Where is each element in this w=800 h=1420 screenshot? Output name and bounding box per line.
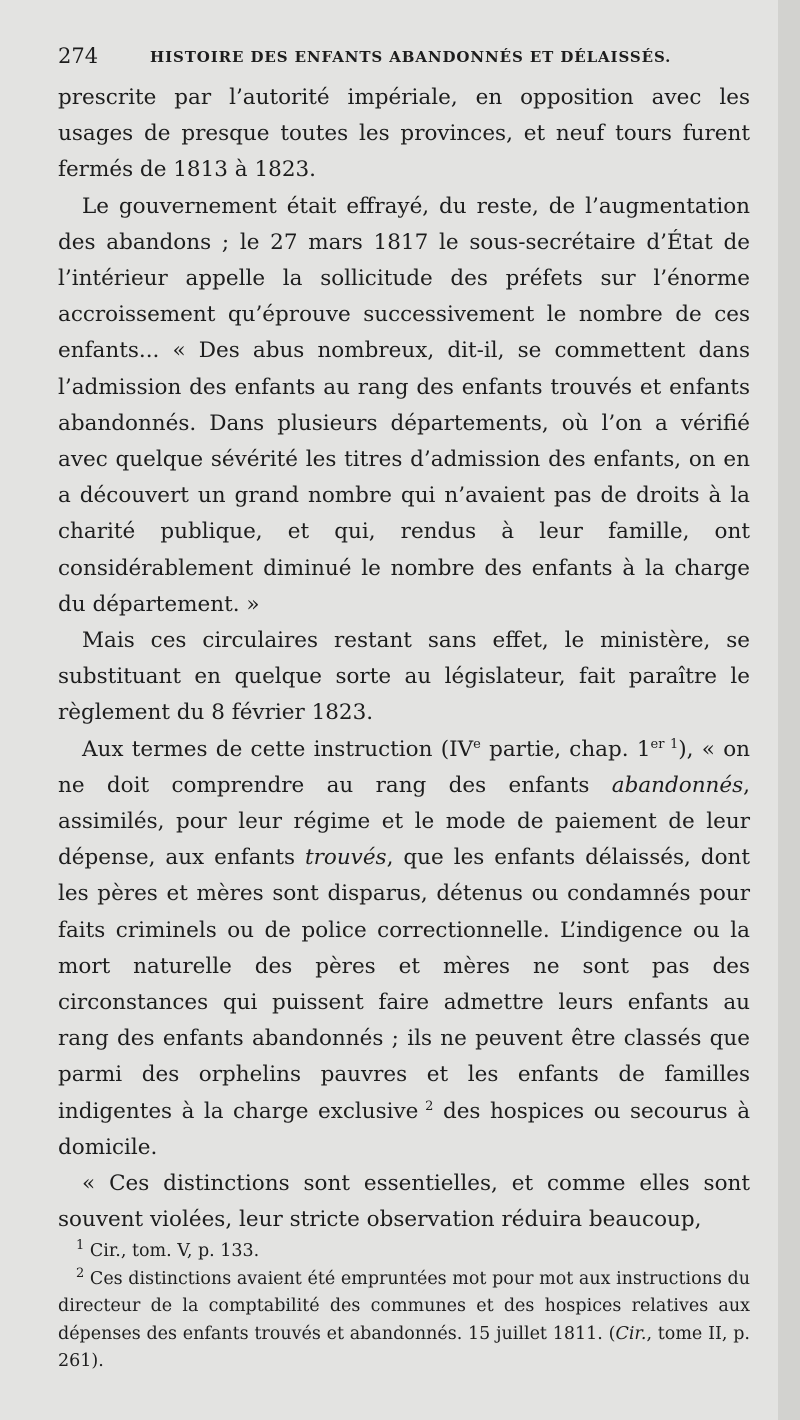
footnote-ref-2: 2 (418, 1098, 434, 1114)
paragraph-3: Mais ces circulaires restant sans effet, le ministère, se substituant en quelque sorte au législateur, fait paraître le règlement du 8 février 1823. (58, 628, 750, 726)
running-title: HISTOIRE DES ENFANTS ABANDONNÉS ET DÉLAISSÉS. (150, 48, 672, 66)
body-text (58, 80, 750, 1239)
page-gutter (778, 0, 800, 1420)
footnote-1-mark: 1 (76, 1238, 85, 1254)
p4-text-a: Aux termes de cette instruction (IV (82, 736, 474, 762)
paragraph-1: prescrite par l’autorité impériale, en opposition avec les usages de presque toutes les provinces, et neuf tours furent fermés de 1813 à 1823. (58, 85, 750, 183)
p4-em-trouves: trouvés (304, 845, 387, 871)
page-header (58, 44, 760, 74)
p4-text-c: ), « on ne doit comprendre au rang des enfants (58, 736, 750, 798)
footnote-2-em: Cir. (615, 1323, 647, 1344)
p4-sup-e: e (473, 736, 481, 752)
footnote-2-text-a: Ces distinctions avaient été empruntées mot pour mot aux instructions du directeur de la comptabilité des communes et des hospices relatives aux dépenses des enfants trouvés et abandonnés. 15 juillet 1811. ( (58, 1268, 750, 1344)
p4-sup-er: er (650, 736, 665, 752)
footnotes (58, 1238, 750, 1376)
footnote-1-text: Cir., tom. V, p. 133. (84, 1241, 260, 1261)
paragraph-4 (58, 732, 750, 1166)
p4-em-abandonnes: abandonnés (611, 772, 744, 798)
p4-text-d: , assimilés, pour leur régime et le mode de paiement de leur dépense, aux enfants (58, 772, 750, 871)
footnote-ref-1: 1 (664, 736, 679, 752)
footnote-2 (58, 1266, 750, 1376)
paragraph-2: Le gouvernement était effrayé, du reste, de l’augmentation des abandons ; le 27 mars 1817 le sous-secrétaire d’État de l’intérieur appelle la sollicitude des préfets sur l’énorme accroissement qu’éprouve successivement le nombre de ces enfants... « Des abus nombreux, dit-il, se commettent dans l’admission des enfants au rang des enfants trouvés et enfants abandonnés. Dans plusieurs départements, où l’on a vérifié avec quelque sévérité les titres d’admission des enfants, on en a découvert un grand nombre qui n’avaient pas de droits à la charité publique, et qui, rendus à leur famille, ont considérablement diminué le nombre des enfants à la charge du département. » (58, 193, 750, 617)
p4-text-f: des hospices ou secourus à domicile. (58, 1098, 751, 1160)
footnote-2-text-b: , tome II, p. 261). (58, 1323, 750, 1372)
p4-text-e: , que les enfants délaissés, dont les pères et mères sont disparus, détenus ou condamnés pour faits criminels ou de police correctionnelle. L’indigence ou la mort naturelle des pères et mères ne sont pas des circonstances qui puissent faire admettre leurs enfants au rang des enfants abandonnés ; ils ne peuvent être classés que parmi des orphelins pauvres et les enfants de familles indigentes à la charge exclusive (58, 845, 750, 1124)
footnote-1 (58, 1238, 750, 1266)
paragraph-5: « Ces distinctions sont essentielles, et comme elles sont souvent violées, leur stricte observation réduira beaucoup, (58, 1171, 750, 1233)
page-number: 274 (58, 44, 99, 68)
p4-text-b: partie, chap. 1 (480, 736, 651, 762)
footnote-2-mark: 2 (76, 1265, 85, 1281)
